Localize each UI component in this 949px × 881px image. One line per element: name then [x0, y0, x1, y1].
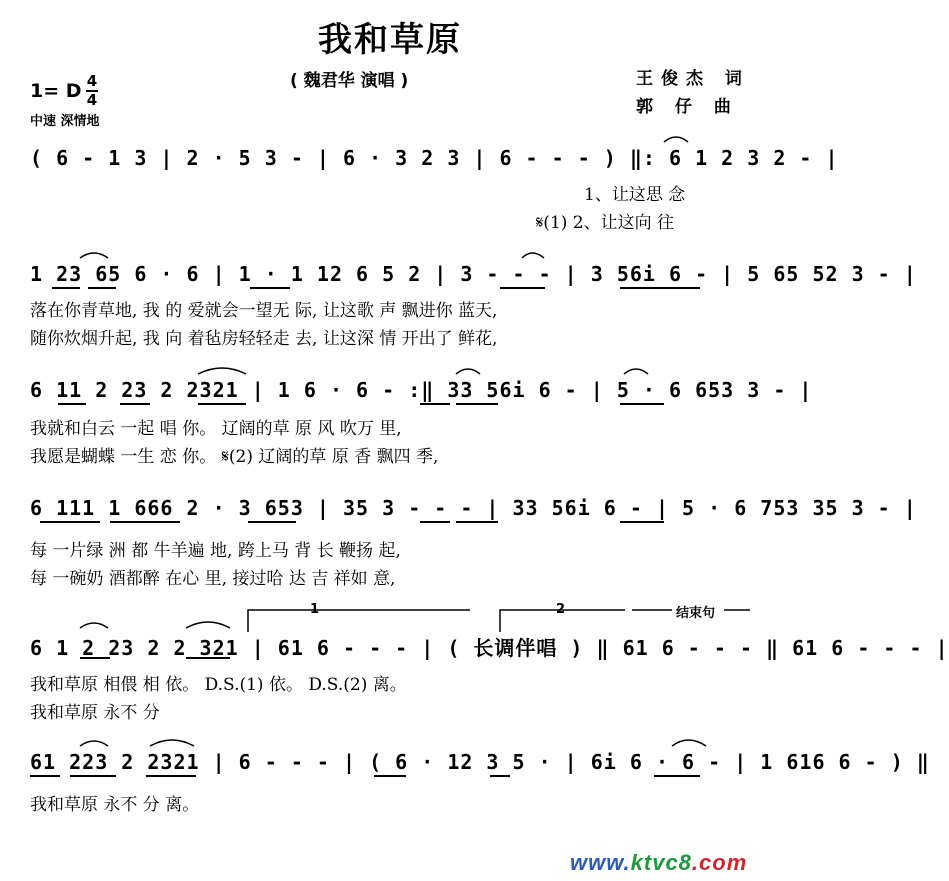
tempo-marking: 中速 深情地: [30, 114, 100, 129]
lyric-row-6-verse-1: 我和草原 永不 分 离。: [30, 795, 200, 815]
notation-row-3: 6 11 2 23 2 2321 | 1 6 · 6 - :‖ 33 56i 6 - | 5 · 6 653 3 - |: [30, 378, 813, 402]
slur-r5a: [80, 623, 108, 628]
time-signature-top: 4: [86, 72, 98, 90]
song-title: 我和草原: [318, 20, 462, 60]
watermark-tld: .com: [691, 850, 748, 875]
lyric-row-1-verse-1: 1、让这思 念: [584, 185, 686, 205]
slur-r1: [664, 137, 688, 142]
key-signature: 1= D: [30, 80, 82, 102]
notation-row-6: 61 223 2 2321 | 6 - - - | ( 6 · 12 3 5 · | 6i 6 · 6 - | 1 616 6 - ) ‖: [30, 750, 930, 774]
slur-r5b: [186, 622, 230, 628]
lyric-row-2-verse-2: 随你炊烟升起, 我 向 着毡房轻轻走 去, 让这深 情 开出了 鲜花,: [30, 329, 498, 349]
slur-r2a: [522, 253, 544, 258]
singer-credit: ( 魏君华 演唱 ): [290, 71, 409, 91]
volta-1-label: 1: [310, 602, 320, 617]
coda-label: 结束句: [676, 606, 716, 621]
slur-r6c: [672, 740, 706, 746]
lyric-row-5-verse-1: 我和草原 相偎 相 依。 D.S.(1) 依。 D.S.(2) 离。: [30, 675, 407, 695]
watermark-www: www.: [570, 850, 631, 875]
lyric-row-5-verse-2: 我和草原 永不 分: [30, 703, 160, 723]
notation-row-2: 1 23 65 6 · 6 | 1 · 1 12 6 5 2 | 3 - - - | 3 56i 6 - | 5 65 52 3 - |: [30, 262, 917, 286]
notation-row-5: 6 1 2 23 2 2 321 | 61 6 - - - | ( 长调伴唱 ) ‖ 61 6 - - - ‖ 61 6 - - - |: [30, 636, 949, 660]
slur-r6b: [150, 740, 194, 746]
slur-r3c: [624, 369, 648, 374]
volta-2-bracket: [500, 610, 625, 632]
site-watermark: [570, 850, 747, 876]
lyric-row-2-verse-1: 落在你青草地, 我 的 爱就会一望无 际, 让这歌 声 飘进你 蓝天,: [30, 301, 498, 321]
time-signature-bottom: 4: [86, 91, 98, 109]
notation-row-1: ( 6 - 1 3 | 2 · 5 3 - | 6 · 3 2 3 | 6 - - - ) ‖: 6 1 2 3 2 - |: [30, 146, 839, 170]
slur-r3a: [198, 368, 246, 374]
notation-row-4: 6 111 1 666 2 · 3 653 | 35 3 - - - | 33 56i 6 - | 5 · 6 753 35 3 - |: [30, 496, 917, 520]
lyric-row-3-verse-1: 我就和白云 一起 唱 你。 辽阔的草 原 风 吹万 里,: [30, 419, 402, 439]
composer-credit: 郭 仔 曲: [636, 97, 739, 117]
watermark-domain: ktvc8: [630, 850, 692, 875]
lyricist-credit: 王俊杰 词: [636, 69, 750, 89]
volta-2-label: 2: [556, 602, 566, 617]
lyric-row-4-verse-2: 每 一碗奶 酒都醉 在心 里, 接过哈 达 吉 祥如 意,: [30, 569, 396, 589]
lyric-row-4-verse-1: 每 一片绿 洲 都 牛羊遍 地, 跨上马 背 长 鞭扬 起,: [30, 541, 401, 561]
lyric-row-3-verse-2: 我愿是蝴蝶 一生 恋 你。 𝄋(2) 辽阔的草 原 香 飘四 季,: [30, 447, 439, 467]
slur-r2b: [80, 253, 108, 258]
slur-r6a: [80, 741, 108, 746]
lyric-row-1-verse-2: 𝄋(1) 2、让这向 往: [536, 213, 675, 233]
slur-r3b: [456, 369, 480, 374]
volta-1-bracket: [248, 610, 470, 632]
